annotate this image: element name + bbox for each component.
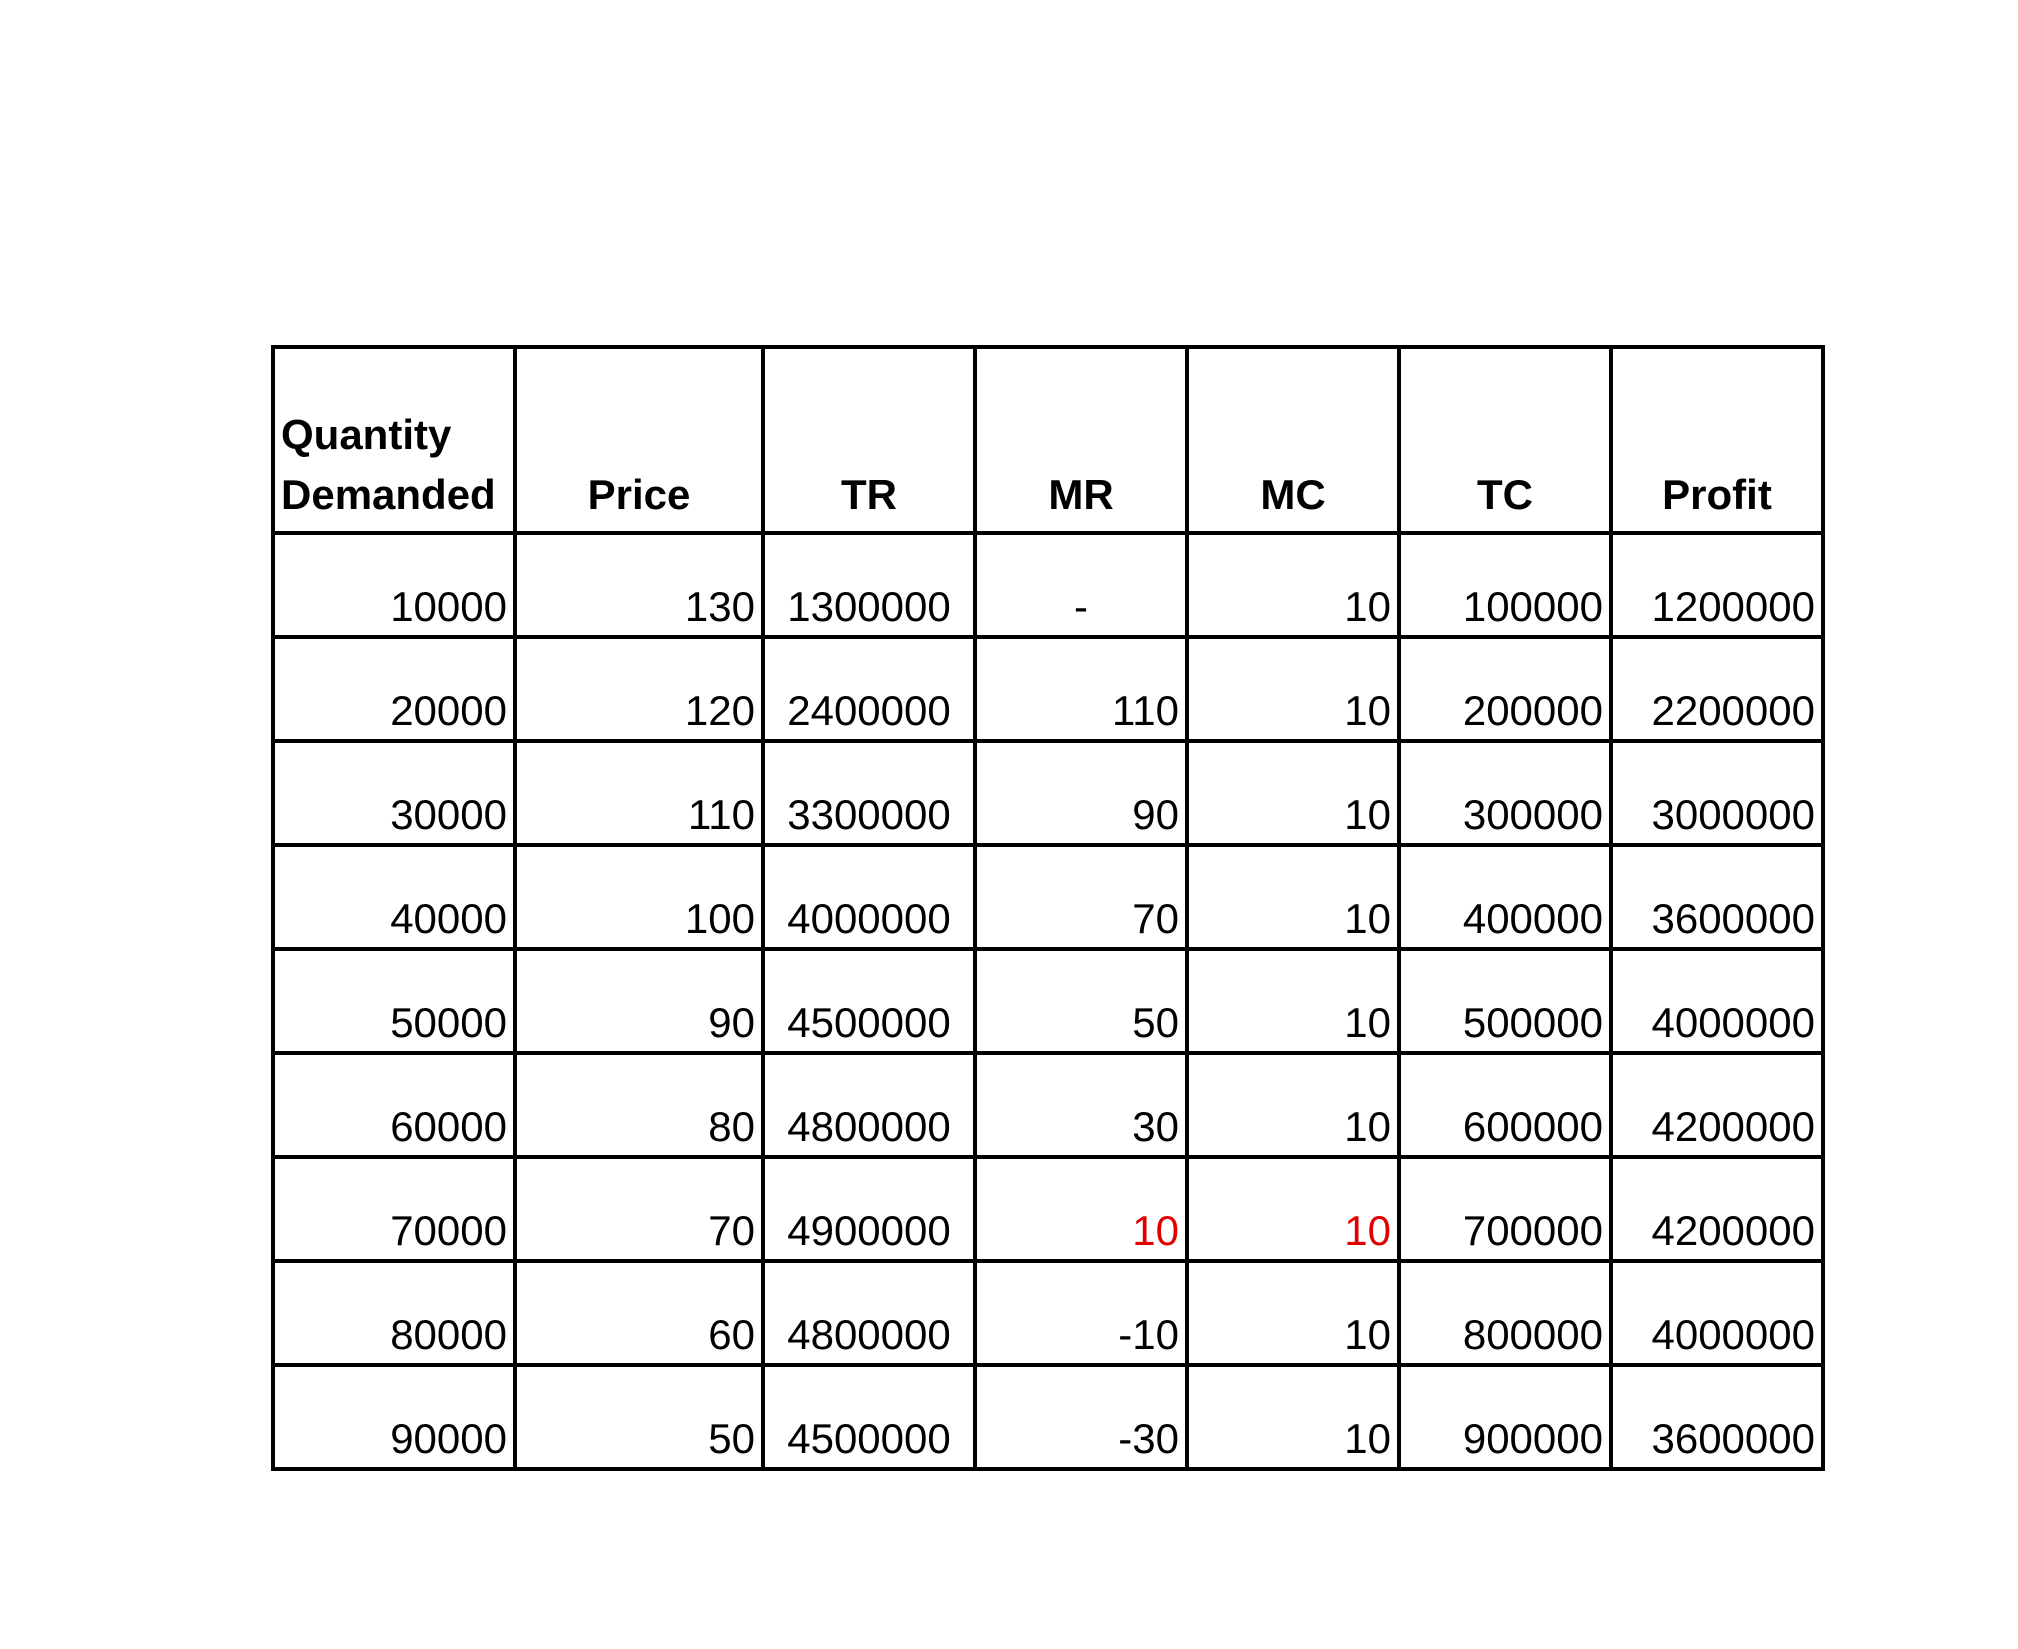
cell-tr: 4800000 bbox=[763, 1261, 975, 1365]
cell-quantity: 50000 bbox=[273, 949, 515, 1053]
cell-tr: 4000000 bbox=[763, 845, 975, 949]
cell-price: 120 bbox=[515, 637, 763, 741]
cell-tr: 4900000 bbox=[763, 1157, 975, 1261]
cell-mc: 10 bbox=[1187, 533, 1399, 637]
cell-price: 80 bbox=[515, 1053, 763, 1157]
cell-mr: -30 bbox=[975, 1365, 1187, 1469]
cell-profit: 3000000 bbox=[1611, 741, 1823, 845]
header-row bbox=[273, 347, 1823, 533]
table-row bbox=[273, 533, 1823, 637]
cell-tc: 900000 bbox=[1399, 1365, 1611, 1469]
table-row bbox=[273, 1365, 1823, 1469]
cell-tc: 100000 bbox=[1399, 533, 1611, 637]
header-quantity-demanded bbox=[273, 347, 515, 533]
cell-tc: 800000 bbox=[1399, 1261, 1611, 1365]
table-row bbox=[273, 1261, 1823, 1365]
table-row bbox=[273, 845, 1823, 949]
cell-profit: 4000000 bbox=[1611, 1261, 1823, 1365]
cell-quantity: 30000 bbox=[273, 741, 515, 845]
cell-mr: -10 bbox=[975, 1261, 1187, 1365]
cell-profit: 2200000 bbox=[1611, 637, 1823, 741]
cell-quantity: 70000 bbox=[273, 1157, 515, 1261]
cell-tr: 2400000 bbox=[763, 637, 975, 741]
cell-quantity: 60000 bbox=[273, 1053, 515, 1157]
header-profit: Profit bbox=[1611, 347, 1823, 533]
cell-quantity: 80000 bbox=[273, 1261, 515, 1365]
header-price: Price bbox=[515, 347, 763, 533]
cell-mr: 110 bbox=[975, 637, 1187, 741]
cell-mr: 90 bbox=[975, 741, 1187, 845]
cell-price: 110 bbox=[515, 741, 763, 845]
header-tc: TC bbox=[1399, 347, 1611, 533]
cell-profit: 4200000 bbox=[1611, 1053, 1823, 1157]
cell-price: 70 bbox=[515, 1157, 763, 1261]
cell-quantity: 90000 bbox=[273, 1365, 515, 1469]
table-row bbox=[273, 1053, 1823, 1157]
table-row bbox=[273, 949, 1823, 1053]
table-row-equilibrium bbox=[273, 1157, 1823, 1261]
table-row bbox=[273, 741, 1823, 845]
cell-mc: 10 bbox=[1187, 1261, 1399, 1365]
table-row bbox=[273, 637, 1823, 741]
cell-quantity: 40000 bbox=[273, 845, 515, 949]
cell-quantity: 10000 bbox=[273, 533, 515, 637]
cell-price: 130 bbox=[515, 533, 763, 637]
cell-mr: 30 bbox=[975, 1053, 1187, 1157]
cell-quantity: 20000 bbox=[273, 637, 515, 741]
header-mr: MR bbox=[975, 347, 1187, 533]
cell-price: 90 bbox=[515, 949, 763, 1053]
cell-mr: 50 bbox=[975, 949, 1187, 1053]
cell-mc: 10 bbox=[1187, 1053, 1399, 1157]
cell-tr: 3300000 bbox=[763, 741, 975, 845]
cell-profit: 1200000 bbox=[1611, 533, 1823, 637]
cell-profit: 4200000 bbox=[1611, 1157, 1823, 1261]
cell-tr: 4500000 bbox=[763, 1365, 975, 1469]
cell-mr: - bbox=[975, 533, 1187, 637]
header-tr: TR bbox=[763, 347, 975, 533]
cell-tr: 4500000 bbox=[763, 949, 975, 1053]
cell-mc: 10 bbox=[1187, 741, 1399, 845]
cell-tc: 400000 bbox=[1399, 845, 1611, 949]
cell-price: 50 bbox=[515, 1365, 763, 1469]
cell-price: 60 bbox=[515, 1261, 763, 1365]
header-quantity-line1: Quantity bbox=[281, 411, 452, 458]
cell-tc: 500000 bbox=[1399, 949, 1611, 1053]
cell-price: 100 bbox=[515, 845, 763, 949]
cell-profit: 3600000 bbox=[1611, 1365, 1823, 1469]
cell-tc: 600000 bbox=[1399, 1053, 1611, 1157]
cell-mc: 10 bbox=[1187, 949, 1399, 1053]
cell-tc: 300000 bbox=[1399, 741, 1611, 845]
header-quantity-line2: Demanded bbox=[281, 471, 496, 518]
economics-table bbox=[271, 345, 1825, 1471]
header-mc: MC bbox=[1187, 347, 1399, 533]
cell-profit: 3600000 bbox=[1611, 845, 1823, 949]
cell-tc: 200000 bbox=[1399, 637, 1611, 741]
cell-profit: 4000000 bbox=[1611, 949, 1823, 1053]
cell-mc: 10 bbox=[1187, 845, 1399, 949]
cell-mc: 10 bbox=[1187, 637, 1399, 741]
cell-tc: 700000 bbox=[1399, 1157, 1611, 1261]
cell-mc-highlighted: 10 bbox=[1187, 1157, 1399, 1261]
cell-tr: 1300000 bbox=[763, 533, 975, 637]
cell-mr: 70 bbox=[975, 845, 1187, 949]
cell-tr: 4800000 bbox=[763, 1053, 975, 1157]
cell-mc: 10 bbox=[1187, 1365, 1399, 1469]
cell-mr-highlighted: 10 bbox=[975, 1157, 1187, 1261]
